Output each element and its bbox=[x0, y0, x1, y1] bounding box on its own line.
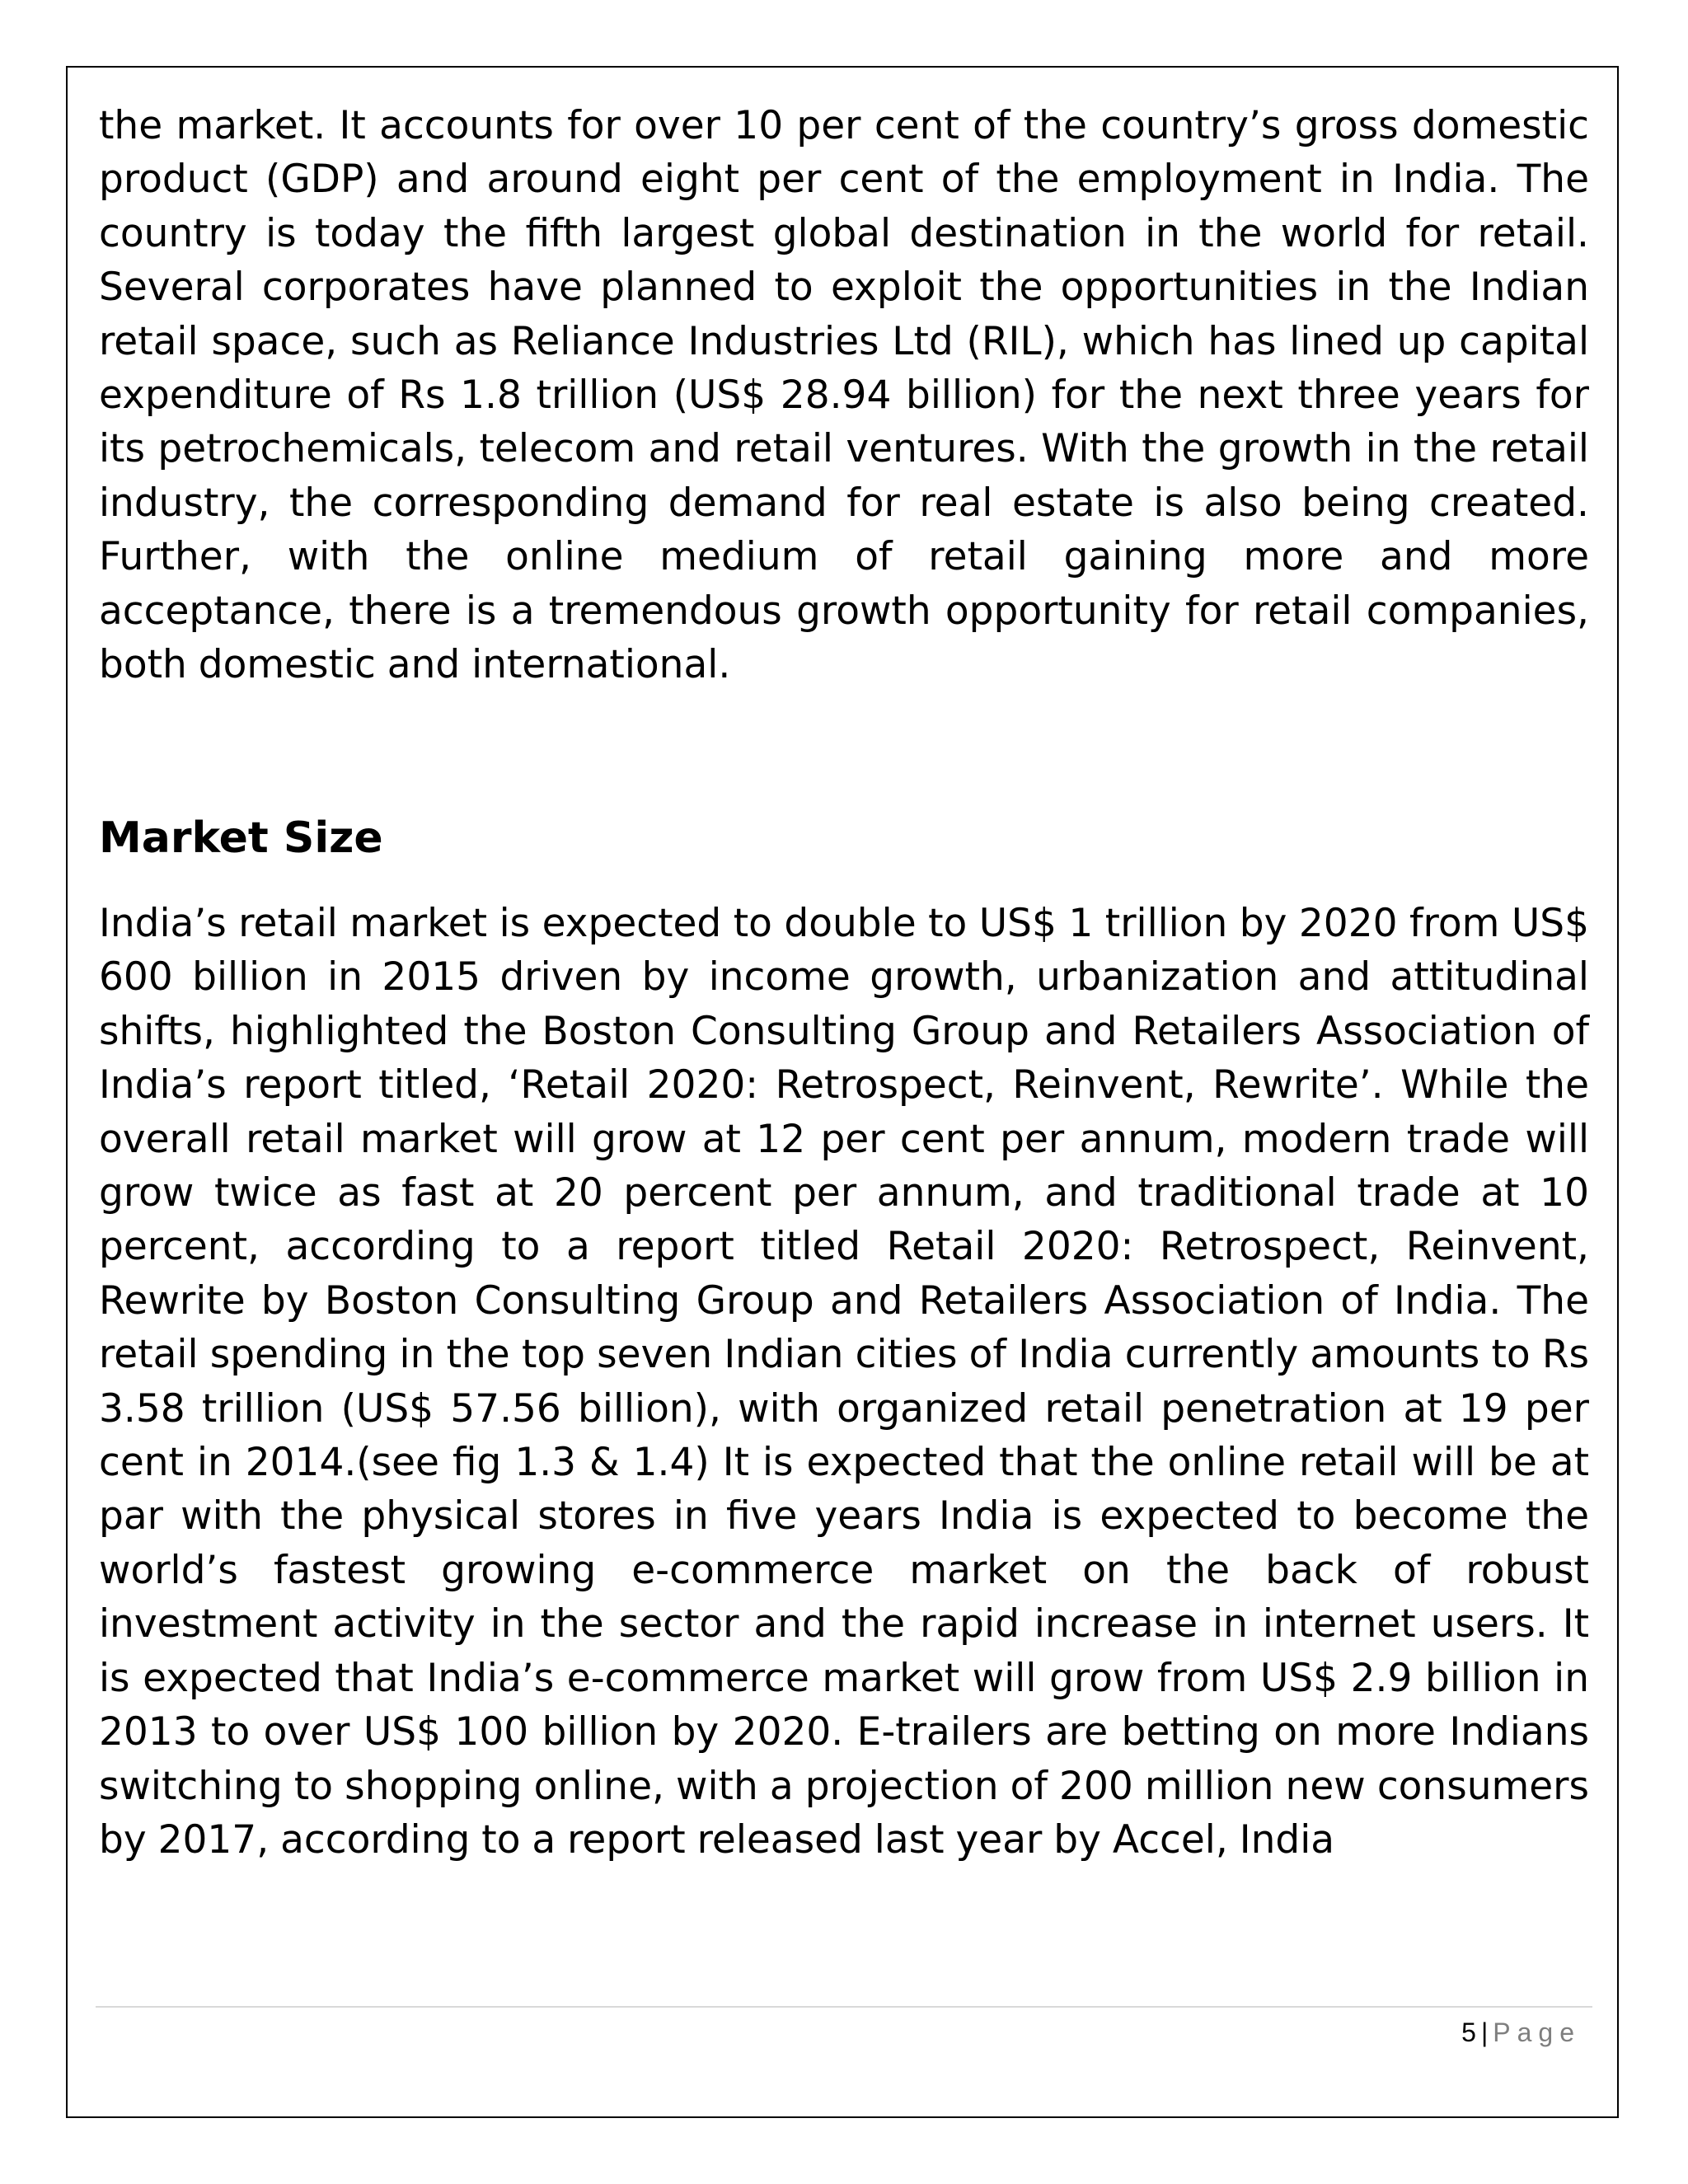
section-heading-market-size: Market Size bbox=[99, 813, 383, 863]
market-size-paragraph: India’s retail market is expected to double to US$ 1 trillion by 2020 from US$ 600 billion in 2015 driven by income growth, urbanization and attitudinal shifts, highlighted the Boston Consulting Group and Retailers Association of India’s report titled, ‘Retail 2020: Retrospect, Reinvent, Rewrite’. While the overall retail market will grow at 12 per cent per annum, modern trade will grow twice as fast at 20 percent per annum, and traditional trade at 10 percent, according to a report titled Retail 2020: Retrospect, Reinvent, Rewrite by Boston Consulting Group and Retailers Association of India. The retail spending in the top seven Indian cities of India currently amounts to Rs 3.58 trillion (US$ 57.56 billion), with organized retail penetration at 19 per cent in 2014.(see fig 1.3 & 1.4) It is expected that the online retail will be at par with the physical stores in five years India is expected to become the world’s fastest growing e-commerce market on the back of robust investment activity in the sector and the rapid increase in internet users. It is expected that India’s e-commerce market will grow from US$ 2.9 billion in 2013 to over US$ 100 billion by 2020. E-trailers are betting on more Indians switching to shopping online, with a projection of 200 million new consumers by 2017, according to a report released last year by Accel, India bbox=[99, 901, 1589, 1863]
footer-divider bbox=[96, 2006, 1592, 2008]
intro-paragraph: the market. It accounts for over 10 per cent of the country’s gross domestic product (GDP) and around eight per cent of the employment in India. The country is today the fifth largest global destination in the world for retail. Several corporates have planned to exploit the opportunities in the Indian retail space, such as Reliance Industries Ltd (RIL), which has lined up capital expenditure of Rs 1.8 trillion (US$ 28.94 billion) for the next three years for its petrochemicals, telecom and retail ventures. With the growth in the retail industry, the corresponding demand for real estate is also being created. Further, with the online medium of retail gaining more and more acceptance, there is a tremendous growth opportunity for retail companies, both domestic and international. bbox=[99, 103, 1589, 688]
footer-separator: | bbox=[1480, 2018, 1489, 2047]
page-number: 5 bbox=[1461, 2018, 1476, 2047]
page-label: Page bbox=[1493, 2018, 1581, 2047]
page-footer bbox=[1461, 2016, 1581, 2049]
